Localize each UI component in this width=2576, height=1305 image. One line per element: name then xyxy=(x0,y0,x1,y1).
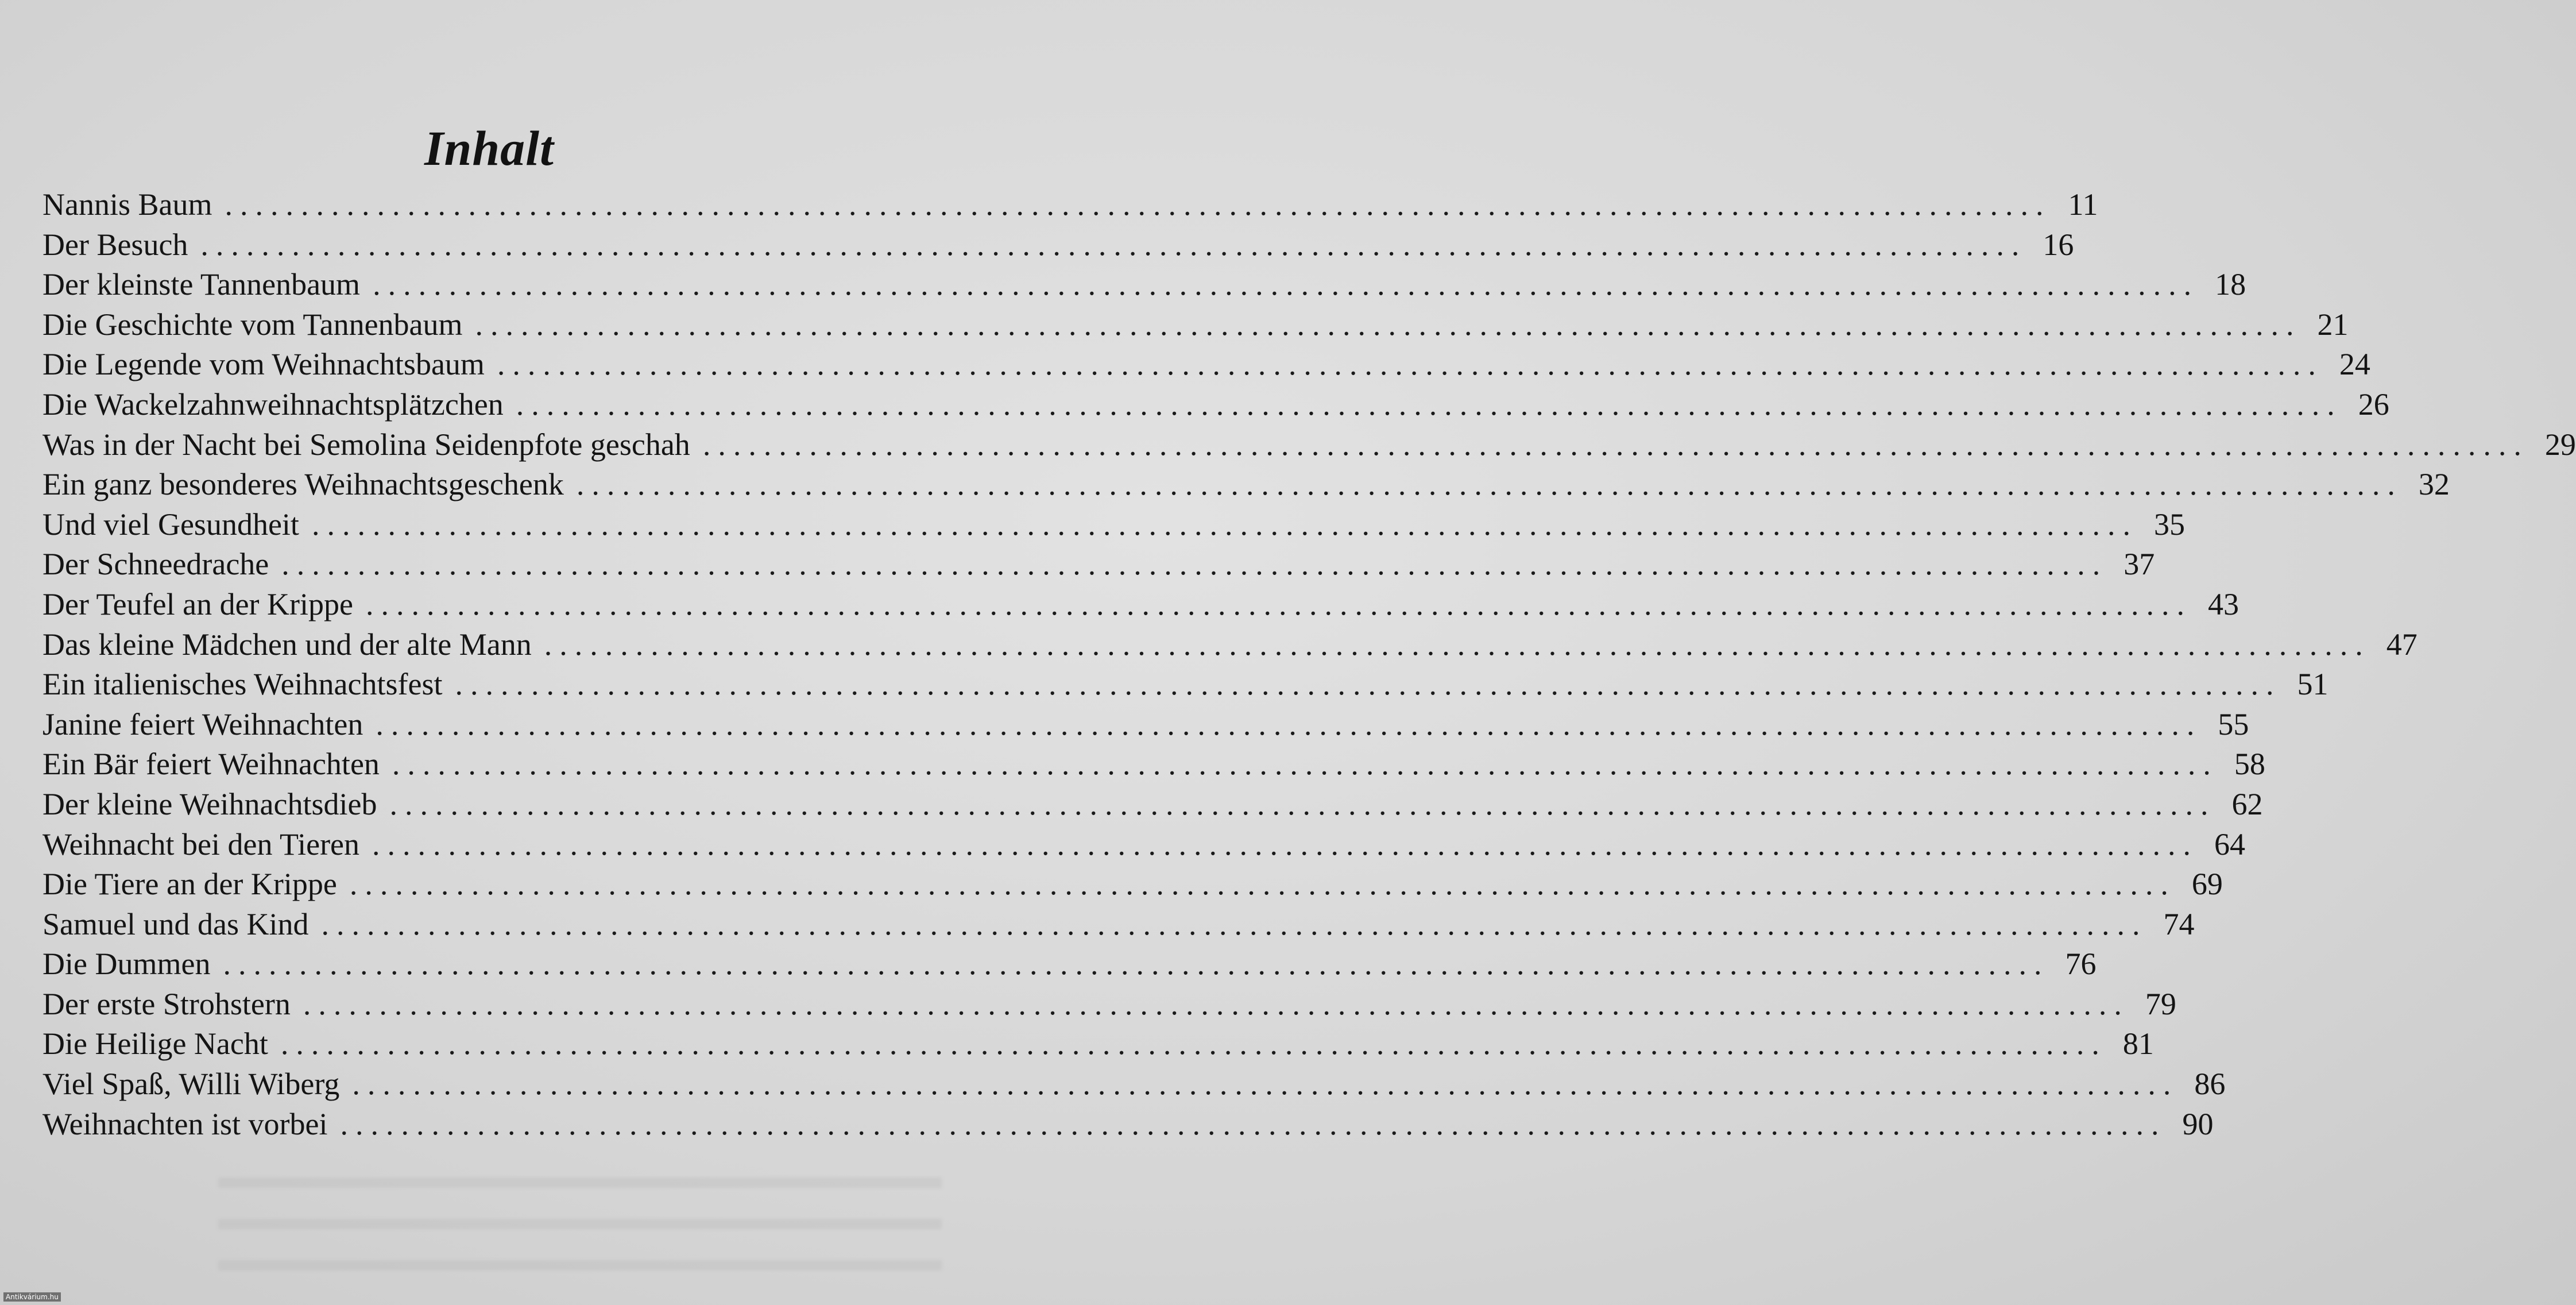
toc-entry-title: Der Teufel an der Krippe xyxy=(42,586,353,621)
toc-entry xyxy=(42,1105,2214,1145)
toc-entry-title: Der kleine Weihnachtsdieb xyxy=(42,786,377,821)
toc-entry-page-number: 35 xyxy=(2153,507,2185,542)
toc-entry xyxy=(42,1024,2154,1064)
toc-entry-title: Janine feiert Weihnachten xyxy=(42,706,363,742)
toc-entry-page-number: 32 xyxy=(2418,467,2450,502)
toc-entry xyxy=(42,305,2349,345)
table-of-contents xyxy=(42,185,2576,1144)
toc-entry-page-number: 29 xyxy=(2544,427,2576,462)
page-title: Inhalt xyxy=(424,120,554,176)
toc-entry xyxy=(42,665,2329,705)
toc-entry xyxy=(42,505,2185,545)
toc-entry xyxy=(42,1064,2226,1105)
toc-entry-title: Der Besuch xyxy=(42,227,188,262)
toc-entry-title: Die Tiere an der Krippe xyxy=(42,867,337,902)
watermark: Antikvárium.hu xyxy=(3,1292,61,1302)
toc-entry xyxy=(42,625,2418,665)
toc-entry-page-number: 18 xyxy=(2215,267,2246,302)
toc-entry-title: Die Geschichte vom Tannenbaum xyxy=(42,307,463,342)
toc-entry xyxy=(42,944,2097,984)
toc-entry-title: Das kleine Mädchen und der alte Mann xyxy=(42,627,532,662)
toc-entry xyxy=(42,265,2246,305)
show-through-text xyxy=(218,1155,942,1292)
toc-entry-title: Der erste Strohstern xyxy=(42,986,291,1021)
dot-leader: ........................................................................................................................ xyxy=(200,227,2027,262)
toc-entry-title: Die Legende vom Weihnachtsbaum xyxy=(42,347,485,382)
toc-entry-page-number: 16 xyxy=(2043,227,2074,262)
toc-entry-page-number: 58 xyxy=(2234,747,2265,782)
toc-entry xyxy=(42,545,2155,585)
dot-leader: ........................................................................................................................ xyxy=(376,706,2202,742)
dot-leader: ........................................................................................................................ xyxy=(516,387,2342,422)
dot-leader: ........................................................................................................................ xyxy=(225,187,2051,222)
dot-leader: ........................................................................................................................ xyxy=(544,627,2370,662)
toc-entry-page-number: 26 xyxy=(2358,387,2389,422)
toc-entry-title: Ein ganz besonderes Weihnachtsgeschenk xyxy=(42,467,564,502)
toc-entry xyxy=(42,425,2576,465)
toc-entry xyxy=(42,225,2074,265)
dot-leader: ........................................................................................................................ xyxy=(576,467,2403,502)
dot-leader: ........................................................................................................................ xyxy=(392,747,2218,782)
toc-entry-page-number: 11 xyxy=(2068,187,2098,222)
toc-entry xyxy=(42,465,2450,505)
toc-entry-page-number: 37 xyxy=(2124,547,2155,582)
toc-entry-page-number: 43 xyxy=(2207,586,2239,621)
dot-leader: ........................................................................................................................ xyxy=(372,827,2199,862)
dot-leader: ........................................................................................................................ xyxy=(321,906,2148,941)
dot-leader: ........................................................................................................................ xyxy=(389,786,2216,821)
toc-entry xyxy=(42,905,2195,945)
toc-entry xyxy=(42,345,2370,385)
toc-entry-page-number: 24 xyxy=(2339,347,2370,382)
toc-entry xyxy=(42,585,2239,625)
toc-entry-title: Der Schneedrache xyxy=(42,547,269,582)
toc-entry xyxy=(42,385,2389,425)
toc-entry xyxy=(42,185,2098,225)
dot-leader: ........................................................................................................................ xyxy=(303,986,2129,1021)
dot-leader: ........................................................................................................................ xyxy=(455,667,2281,702)
toc-entry xyxy=(42,705,2249,745)
toc-entry-title: Weihnacht bei den Tieren xyxy=(42,827,360,862)
dot-leader: ........................................................................................................................ xyxy=(280,1026,2107,1061)
toc-entry-page-number: 81 xyxy=(2122,1026,2154,1061)
dot-leader: ........................................................................................................................ xyxy=(223,947,2049,982)
toc-entry xyxy=(42,825,2246,865)
toc-entry-page-number: 90 xyxy=(2182,1106,2214,1141)
toc-entry-page-number: 47 xyxy=(2386,627,2418,662)
toc-entry-title: Ein italienisches Weihnachtsfest xyxy=(42,667,443,702)
dot-leader: ........................................................................................................................ xyxy=(497,347,2323,382)
dot-leader: ........................................................................................................................ xyxy=(365,586,2192,621)
dot-leader: ........................................................................................................................ xyxy=(373,267,2199,302)
toc-entry-title: Was in der Nacht bei Semolina Seidenpfote geschah xyxy=(42,427,690,462)
toc-entry-page-number: 79 xyxy=(2145,986,2176,1021)
toc-entry-title: Viel Spaß, Willi Wiberg xyxy=(42,1067,340,1102)
toc-entry xyxy=(42,984,2176,1025)
toc-entry-title: Die Dummen xyxy=(42,947,211,982)
dot-leader: ........................................................................................................................ xyxy=(702,427,2529,462)
toc-entry-page-number: 76 xyxy=(2065,947,2097,982)
toc-entry-page-number: 62 xyxy=(2231,786,2263,821)
toc-entry-title: Und viel Gesundheit xyxy=(42,507,299,542)
toc-entry-title: Nannis Baum xyxy=(42,187,212,222)
toc-entry-page-number: 69 xyxy=(2191,867,2223,902)
dot-leader: ........................................................................................................................ xyxy=(281,547,2108,582)
toc-entry xyxy=(42,864,2223,905)
toc-entry-page-number: 86 xyxy=(2194,1067,2226,1102)
toc-entry-page-number: 74 xyxy=(2163,906,2195,941)
toc-entry-title: Der kleinste Tannenbaum xyxy=(42,267,361,302)
dot-leader: ........................................................................................................................ xyxy=(349,867,2176,902)
toc-entry-title: Samuel und das Kind xyxy=(42,906,309,941)
toc-entry-page-number: 21 xyxy=(2317,307,2349,342)
toc-entry-title: Die Wackelzahnweihnachtsplätzchen xyxy=(42,387,504,422)
toc-entry-page-number: 64 xyxy=(2214,827,2246,862)
toc-entry xyxy=(42,785,2263,825)
toc-entry-title: Ein Bär feiert Weihnachten xyxy=(42,747,380,782)
dot-leader: ........................................................................................................................ xyxy=(311,507,2138,542)
toc-entry-title: Weihnachten ist vorbei xyxy=(42,1106,328,1141)
toc-entry-title: Die Heilige Nacht xyxy=(42,1026,268,1061)
dot-leader: ........................................................................................................................ xyxy=(340,1106,2167,1141)
toc-entry-page-number: 55 xyxy=(2218,706,2249,742)
dot-leader: ........................................................................................................................ xyxy=(475,307,2302,342)
toc-entry xyxy=(42,744,2265,785)
toc-entry-page-number: 51 xyxy=(2297,667,2329,702)
dot-leader: ........................................................................................................................ xyxy=(352,1067,2179,1102)
